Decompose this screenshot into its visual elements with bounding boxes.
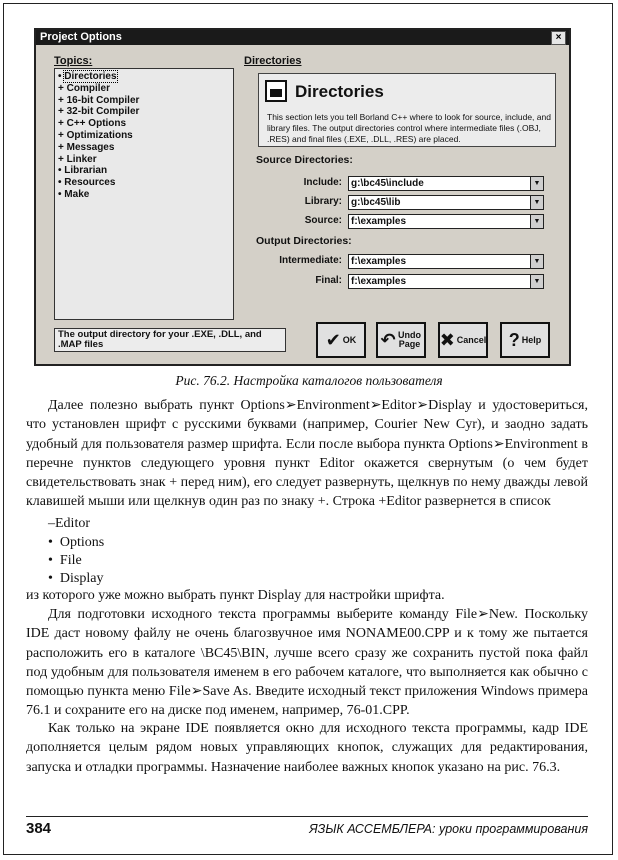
expand-plus-icon[interactable]: + [58, 118, 64, 130]
bullet-icon: • [58, 188, 62, 200]
paragraph-1: Далее полезно выбрать пункт Options➢Environment➢Editor➢Display и удостовериться, что установлен шрифт с русскими буквами (например, Courier New Cyr), и заодно задать удобный для пользователя размер шрифта. Если после выбора пункта Options➢Environment в перечне пунктов следующего уровня пункт Editor окажется свернутым (о чем будет свидетельствовать знак + перед ним), его следует развернуть, щелкнув по нему дважды левой клавишей мыши или щелкнув один раз по знаку +. Строка +Editor развернется в список [26, 398, 588, 510]
source-field[interactable] [348, 214, 544, 229]
topic-item-linker[interactable] [58, 154, 230, 166]
topic-item-directories[interactable] [58, 71, 230, 83]
intermediate-value: f:\examples [351, 256, 407, 267]
expand-plus-icon[interactable]: + [58, 141, 64, 153]
topics-list[interactable] [54, 68, 234, 320]
topic-label: Linker [66, 153, 97, 165]
bullet-icon: • [58, 165, 62, 177]
info-text: This section lets you tell Borland C++ where to look for source, include, and library files. The output directories control where intermediate files (.OBJ, .RES) and final files (.EXE, .DLL, .RES) are placed. [267, 112, 551, 144]
bullet-icon: • [58, 177, 62, 189]
cancel-label: Cancel [456, 335, 487, 345]
list-item [48, 533, 104, 552]
topic-label: Make [64, 188, 90, 200]
topic-label: Librarian [64, 165, 108, 177]
info-title: Directories [295, 82, 384, 101]
source-label: Source: [304, 215, 342, 226]
list-item-label: File [59, 553, 82, 568]
topic-item-resources[interactable] [58, 177, 230, 189]
list-head: –Editor [48, 516, 90, 531]
topic-item-cpp-options[interactable] [58, 118, 230, 130]
topic-label: Messages [66, 141, 115, 153]
include-value: g:\bc45\include [351, 178, 424, 189]
topic-item-16bit-compiler[interactable] [58, 95, 230, 107]
source-value: f:\examples [351, 216, 407, 227]
final-field[interactable] [348, 274, 544, 289]
bullet-icon: • [48, 571, 60, 586]
intermediate-field[interactable] [348, 254, 544, 269]
dropdown-arrow-icon[interactable]: ▼ [530, 275, 543, 288]
bullet-icon: • [48, 535, 60, 550]
intermediate-label: Intermediate: [279, 255, 342, 266]
dialog-title: Project Options [40, 31, 122, 43]
undo-label: Undo Page [398, 330, 422, 349]
topic-item-make[interactable] [58, 189, 230, 201]
undo-page-button[interactable] [376, 322, 426, 358]
expand-plus-icon[interactable]: + [58, 153, 64, 165]
running-title: ЯЗЫК АССЕМБЛЕРА: уроки программирования [309, 822, 588, 836]
topics-label: Topics: [54, 55, 93, 67]
help-label: Help [521, 335, 542, 345]
topic-item-compiler[interactable] [58, 83, 230, 95]
topic-label: 32-bit Compiler [66, 106, 140, 118]
dropdown-arrow-icon[interactable]: ▼ [530, 196, 543, 209]
list-item-label: Display [59, 571, 104, 586]
list-item-label: Options [59, 535, 105, 550]
footer-rule [26, 816, 588, 817]
bullet-icon: • [48, 553, 60, 568]
topic-label: Optimizations [66, 129, 133, 141]
cross-icon: ✖ [439, 330, 455, 350]
library-field[interactable] [348, 195, 544, 210]
project-options-dialog [34, 28, 571, 366]
ok-label: OK [342, 335, 357, 345]
undo-arrow-icon: ↶ [380, 330, 396, 350]
paragraph-3: Для подготовки исходного текста программы выберите команду File➢New. Поскольку IDE даст новому файлу не очень благозвучное имя NONAME00.CPP и к тому же пытается расположить его в каталоге \BC45\BIN, лучше всего сразу же сохранить пустой пока файл под удобным для пользователя именем в его рабочем каталоге, что выполняется как обычно с помощью пункта меню File➢Save As. Введите исходный текст приложения Windows примера 76.1 и сохраните его на диске под именем, например, 76-01.CPP. [26, 607, 588, 719]
include-field[interactable] [348, 176, 544, 191]
question-icon: ? [508, 330, 520, 350]
topic-item-librarian[interactable] [58, 165, 230, 177]
dropdown-arrow-icon[interactable]: ▼ [530, 255, 543, 268]
page-number: 384 [26, 820, 52, 837]
cancel-button[interactable] [438, 322, 488, 358]
ok-button[interactable] [316, 322, 366, 358]
include-label: Include: [303, 177, 342, 188]
topic-label: 16-bit Compiler [66, 94, 140, 106]
list-item [48, 551, 82, 570]
library-label: Library: [304, 196, 342, 207]
close-button[interactable]: × [551, 31, 566, 45]
paragraph-2: из которого уже можно выбрать пункт Display для настройки шрифта. [26, 588, 445, 603]
topic-label: Resources [64, 177, 116, 189]
dropdown-arrow-icon[interactable]: ▼ [530, 215, 543, 228]
topic-label: C++ Options [66, 118, 127, 130]
library-value: g:\bc45\lib [351, 197, 401, 208]
folder-icon [265, 80, 287, 102]
final-label: Final: [315, 275, 342, 286]
topic-label: Compiler [66, 82, 110, 94]
final-value: f:\examples [351, 276, 407, 287]
dropdown-arrow-icon[interactable]: ▼ [530, 177, 543, 190]
section-heading: Directories [244, 55, 302, 67]
topic-label: Directories [64, 71, 117, 82]
output-directories-label: Output Directories: [256, 235, 352, 247]
info-panel [258, 73, 556, 147]
topic-item-32bit-compiler[interactable] [58, 106, 230, 118]
source-directories-label: Source Directories: [256, 154, 353, 166]
expand-plus-icon[interactable]: + [58, 129, 64, 141]
topic-item-messages[interactable] [58, 142, 230, 154]
help-button[interactable] [500, 322, 550, 358]
dialog-titlebar [36, 30, 569, 45]
expand-plus-icon[interactable]: + [58, 94, 64, 106]
expand-plus-icon[interactable]: + [58, 106, 64, 118]
figure-caption: Рис. 76.2. Настройка каталогов пользователя [175, 373, 443, 388]
expand-plus-icon[interactable]: + [58, 82, 64, 94]
status-description: The output directory for your .EXE, .DLL, and .MAP files [54, 328, 286, 352]
paragraph-4: Как только на экране IDE появляется окно для исходного текста программы, кадр IDE дополняется целым рядом новых управляющих кнопок, служащих для редактирования, запуска и отладки программы. Назначение наиболее важных кнопок указано на рис. 76.3. [26, 721, 588, 775]
topic-item-optimizations[interactable] [58, 130, 230, 142]
checkmark-icon: ✔ [325, 330, 341, 350]
bullet-icon: • [58, 71, 62, 82]
